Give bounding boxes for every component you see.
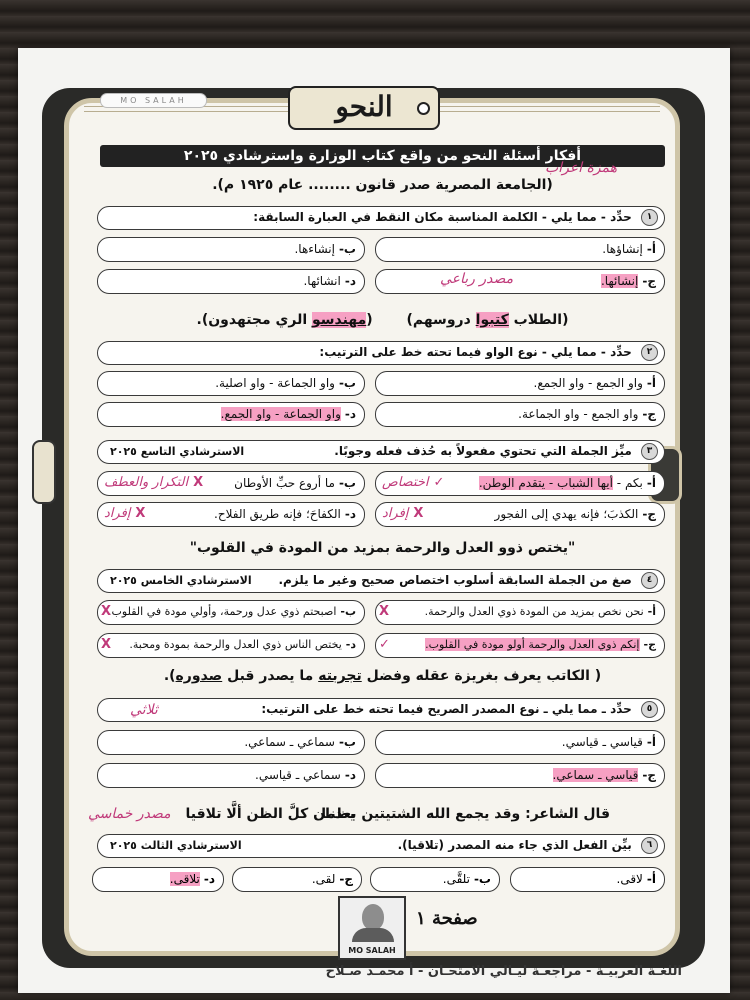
q6-option-a [510, 867, 665, 892]
check-mark-icon: ✓ [379, 637, 390, 652]
option-label: ج- [642, 407, 656, 421]
question-number: ١ [641, 209, 658, 226]
option-text: ما أروع حبِّ الأوطان [234, 476, 335, 490]
q5-option-a [375, 730, 665, 755]
question-number: ٥ [641, 701, 658, 718]
sentence-part [406, 312, 568, 328]
q1-option-b [97, 237, 365, 262]
option-text: قياسي ـ قياسي. [561, 735, 643, 749]
q2-option-a [375, 371, 665, 396]
brand-label: MO SALAH [100, 93, 207, 108]
underlined-word: كتبوا [475, 312, 509, 328]
option-text: اصبحتم ذوي عدل ورحمة، وأولي مودة في القلوب. [108, 605, 337, 618]
q5-option-b [97, 730, 365, 755]
option-highlight: واو الجماعة - واو الجمع. [220, 407, 341, 421]
option-label: د- [344, 407, 356, 421]
option-highlight: إنكم ذوي العدل والرحمة أولو مودة في القلوب. [425, 638, 640, 651]
option-label: د- [344, 274, 356, 288]
handwritten-note: ثلاثي [130, 702, 158, 718]
poem-second-half: يظنان كلَّ الظن ألَّا تلاقيا [185, 806, 355, 822]
option-label: ب- [473, 872, 491, 886]
poem-first-half: قال الشاعر: وقد يجمع الله الشتيتين بعدما [321, 806, 610, 822]
option-label: ب- [338, 242, 356, 256]
q2-option-d [97, 402, 365, 427]
option-label: د- [345, 638, 356, 651]
handwritten-note [382, 472, 444, 494]
question-text: صغ من الجملة السابقة أسلوب اختصاص صحيح وغير ما يلزم. [278, 573, 632, 587]
underlined-word: صدوره [175, 668, 223, 684]
question-5 [97, 698, 665, 722]
page-title-text: النحو [335, 90, 393, 123]
handwritten-note [104, 503, 145, 525]
question-source: الاسترشادي الثالث ٢٠٢٥ [110, 839, 242, 852]
q3-option-d [97, 502, 365, 527]
option-text: سماعي ـ سماعي. [244, 735, 335, 749]
underlined-word: مهندسو [312, 312, 367, 328]
option-text: لقى. [311, 872, 336, 886]
q5-option-d [97, 763, 365, 788]
option-text: واو الجماعة - واو اصلية. [215, 376, 335, 390]
option-text: إنشاؤها. [602, 242, 643, 256]
option-label: ج- [642, 507, 656, 521]
sentence-part [197, 312, 373, 328]
question-number: ٦ [641, 837, 658, 854]
q6-option-b [370, 867, 500, 892]
sentence-3: "يختص ذوو العدل والرحمة بمزيد من المودة في القلوب" [189, 540, 576, 556]
q2-option-b [97, 371, 365, 396]
option-label: ج- [643, 638, 656, 651]
handwritten-note [104, 472, 203, 494]
header-bar: أفكار أسئلة النحو من واقع كتاب الوزارة واسترشادي ٢٠٢٥ [100, 145, 665, 167]
q3-option-b [97, 471, 365, 496]
question-text: حدِّد - مما يلي - نوع الواو فيما تحته خط على الترتيب: [319, 345, 632, 359]
sentence-4 [100, 668, 665, 684]
handwritten-note [382, 503, 423, 525]
option-highlight: إنشائها. [600, 274, 639, 288]
question-2 [97, 341, 665, 365]
question-6 [97, 834, 665, 858]
question-1 [97, 206, 665, 230]
author-logo [338, 896, 406, 960]
x-mark-icon: X [101, 604, 112, 619]
q1-option-c [375, 269, 665, 294]
q2-option-c [375, 402, 665, 427]
q4-option-d [97, 633, 365, 658]
question-4 [97, 569, 665, 593]
text-run: دروسهم) [406, 312, 476, 328]
x-mark-icon: X [379, 604, 390, 619]
question-text: حدِّد ـ مما يلي ـ نوع المصدر الصريح فيما تحته خط على الترتيب: [261, 702, 632, 716]
option-label: ج- [339, 872, 353, 886]
text-run: ( الكاتب يعرف بغريزة عقله وفضل [361, 668, 602, 684]
option-label: د- [203, 872, 215, 886]
x-mark-icon: X [135, 506, 146, 521]
q3-option-c [375, 502, 665, 527]
option-text: نحن نخص بمزيد من المودة ذوي العدل والرحمة. [424, 605, 644, 618]
sentence-2 [100, 312, 665, 328]
x-mark-icon: X [413, 506, 424, 521]
option-text: انشائها. [303, 274, 341, 288]
handwritten-note: همزة اعراب [545, 160, 618, 176]
page-number: صفحة ١ [416, 908, 478, 929]
note-text: التكرار والعطف [104, 475, 189, 490]
question-source: الاسترشادي الخامس ٢٠٢٥ [110, 574, 252, 587]
logo-text: MO SALAH [348, 946, 396, 955]
text-run: ( [366, 312, 373, 328]
option-label: أ- [646, 476, 656, 490]
footer-text: اللغـة العربيـة - مراجعـة ليـالي الامتحـان - أ محمـد صـلاح [325, 964, 682, 979]
q1-option-d [97, 269, 365, 294]
option-label: أ- [646, 872, 656, 886]
note-text: إفراد [382, 506, 409, 521]
q4-option-b [97, 600, 365, 625]
option-label: أ- [647, 605, 656, 618]
note-text: اختصاص [382, 475, 429, 490]
text-run: الري مجتهدون). [196, 312, 313, 328]
page-title [288, 86, 440, 130]
q1-option-a [375, 237, 665, 262]
tag-hole-icon [417, 102, 430, 115]
option-label: أ- [646, 735, 656, 749]
option-text: يختص الناس ذوي العدل والرحمة بمودة ومحبة. [129, 638, 342, 651]
option-label: د- [344, 507, 356, 521]
question-3 [97, 440, 665, 464]
option-label: ج- [642, 274, 656, 288]
option-label: أ- [646, 242, 656, 256]
check-mark-icon: ✓ [433, 475, 445, 490]
option-label: أ- [646, 376, 656, 390]
question-number: ٣ [641, 443, 658, 460]
option-highlight: تلاقى. [169, 872, 200, 886]
note-text: إفراد [104, 506, 131, 521]
option-text: الكذبَ؛ فإنه يهدي إلى الفجور [494, 507, 639, 521]
sentence-1: (الجامعة المصرية صدر قانون ........ عام ١٩٢٥ م). [212, 177, 553, 193]
option-label: ب- [338, 476, 356, 490]
x-mark-icon: X [101, 637, 112, 652]
q5-option-c [375, 763, 665, 788]
q3-option-a [375, 471, 665, 496]
option-text: سماعي ـ قياسي. [255, 768, 341, 782]
text-run: ما يصدر قبل [222, 668, 319, 684]
side-tab-left [32, 440, 56, 504]
option-text: لاقى. [616, 872, 643, 886]
question-number: ٢ [641, 344, 658, 361]
question-text: بيِّن الفعل الذي جاء منه المصدر (تلاقيا). [397, 838, 632, 852]
x-mark-icon: X [193, 475, 204, 490]
handwritten-note: مصدر رباعي [440, 271, 514, 287]
q6-option-d [92, 867, 224, 892]
option-highlight: أيها الشباب - يتقدم الوطن. [478, 476, 613, 490]
option-label: ب- [340, 605, 356, 618]
avatar-body-icon [352, 928, 394, 942]
q4-option-c [375, 633, 665, 658]
underlined-word: تجربته [318, 668, 362, 684]
avatar-face-icon [362, 904, 384, 930]
handwritten-note: مصدر خماسي [88, 806, 171, 822]
option-label: د- [344, 768, 356, 782]
option-text: واو الجمع - واو الجماعة. [518, 407, 639, 421]
option-text: تلقَّى. [442, 872, 470, 886]
q4-option-a [375, 600, 665, 625]
text-run: ). [163, 668, 176, 684]
question-number: ٤ [641, 572, 658, 589]
text-run: (الطلاب [508, 312, 569, 328]
option-label: ب- [338, 735, 356, 749]
option-text: الكفاحَ؛ فإنه طريق الفلاح. [214, 507, 341, 521]
question-text: ميِّز الجملة التي تحتوي مفعولاً به حُذف فعله وجوبًا. [334, 444, 632, 458]
option-highlight: قياسي ـ سماعي. [552, 768, 639, 782]
option-text: إنشاءها. [294, 242, 335, 256]
option-label: ب- [338, 376, 356, 390]
q6-option-c [232, 867, 362, 892]
question-text: حدِّد - مما يلي - الكلمة المناسبة مكان النقط في العبارة السابقة: [253, 210, 632, 224]
option-text: بكم - [612, 476, 643, 490]
question-source: الاسترشادي التاسع ٢٠٢٥ [110, 445, 245, 458]
option-text: واو الجمع - واو الجمع. [533, 376, 643, 390]
option-label: ج- [642, 768, 656, 782]
